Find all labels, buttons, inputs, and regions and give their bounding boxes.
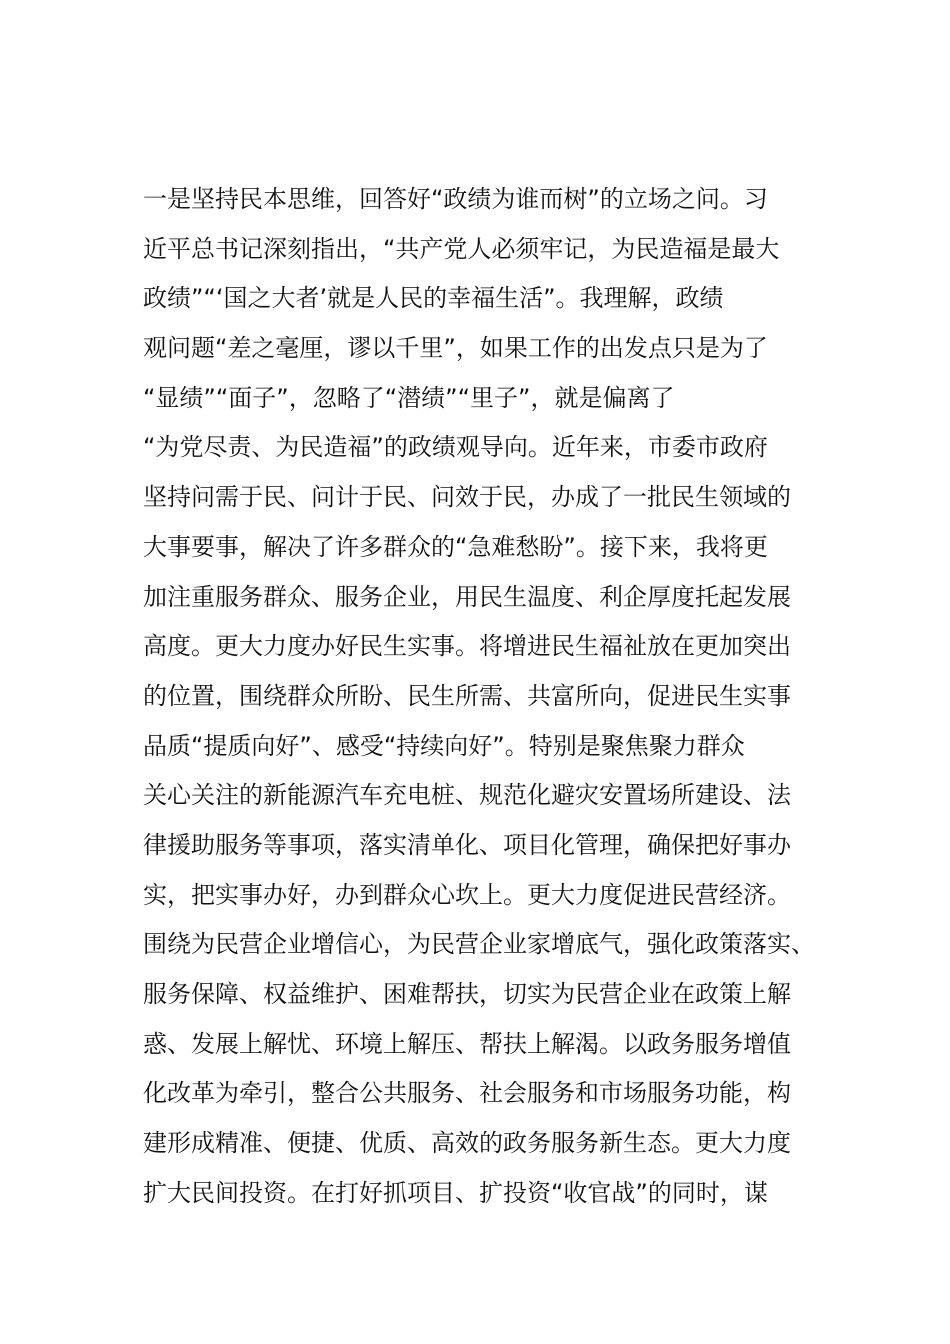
text-line: 坚持问需于民、问计于民、问效于民，办成了一批民生领域的 [143,483,791,512]
text-line: 实，把实事办好，办到群众心坎上。更大力度促进民营经济。 [143,880,791,909]
text-line: 观问题“差之毫厘，谬以千里”，如果工作的出发点只是为了 [143,334,768,363]
text-line: 品质“提质向好”、感受“持续向好”。特别是聚焦聚力群众 [143,731,745,760]
text-line: 服务保障、权益维护、困难帮扶，切实为民营企业在政策上解 [143,980,791,1008]
text-line: 扩大民间投资。在打好抓项目、扩投资“收官战”的同时，谋 [143,1178,768,1207]
text-line: 近平总书记深刻指出，“共产党人必须牢记，为民造福是最大 [143,234,780,263]
text-line: 一是坚持民本思维，回答好“政绩为谁而树”的立场之问。习 [143,185,768,213]
text-line: 围绕为民营企业增信心，为民营企业家增底气，强化政策落实、 [143,930,815,959]
text-line: 大事要事，解决了许多群众的“急难愁盼”。接下来，我将更 [143,532,768,561]
text-line: 建形成精准、便捷、优质、高效的政务服务新生态。更大力度 [143,1129,791,1158]
text-line: 惑、发展上解忧、环境上解压、帮扶上解渴。以政务服务增值 [143,1029,791,1058]
text-line: 化改革为牵引，整合公共服务、社会服务和市场服务功能，构 [143,1079,791,1108]
text-line: 律援助服务等事项，落实清单化、项目化管理，确保把好事办 [143,830,791,859]
text-line: 关心关注的新能源汽车充电桩、规范化避灾安置场所建设、法 [143,781,791,810]
text-line: 政绩”“‘国之大者’就是人民的幸福生活”。我理解，政绩 [143,284,724,313]
text-line: “显绩”“面子”，忽略了“潜绩”“里子”，就是偏离了 [143,383,675,412]
text-line: 加注重服务群众、服务企业，用民生温度、利企厚度托起发展 [143,582,791,611]
text-line: “为党尽责、为民造福”的政绩观导向。近年来，市委市政府 [143,433,768,462]
text-line: 的位置，围绕群众所盼、民生所需、共富所向，促进民生实事 [143,681,791,710]
text-line: 高度。更大力度办好民生实事。将增进民生福祉放在更加突出 [143,632,791,661]
body-paragraph [143,175,833,1218]
